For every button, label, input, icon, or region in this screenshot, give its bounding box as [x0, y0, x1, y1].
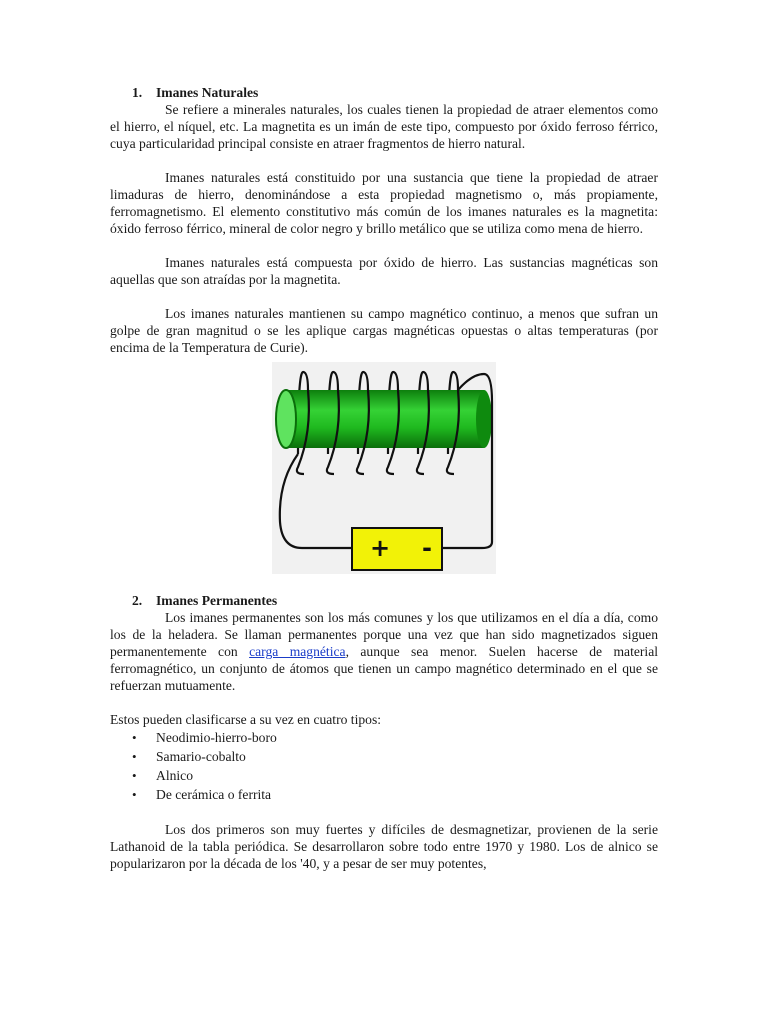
magnet-types-list	[110, 728, 658, 804]
paragraph: Imanes naturales está constituido por una sustancia que tiene la propiedad de atraer limaduras de hierro, denominándose a esta propiedad magnetismo o, más propiamente, ferromagnetismo. El elemento constitutivo más común de los imanes naturales es la magnetita: óxido ferroso férrico, mineral de color negro y brillo metálico que se utiliza como mena de hierro.	[110, 170, 658, 236]
bullet-icon: •	[132, 787, 137, 802]
section-heading-imanes-naturales	[110, 84, 658, 101]
section-title: Imanes Naturales	[156, 85, 259, 100]
electromagnet-diagram	[272, 362, 496, 574]
section-heading-imanes-permanentes	[110, 592, 658, 609]
section-number: 2.	[132, 593, 143, 608]
core-cylinder	[286, 390, 484, 448]
list-item: • De cerámica o ferrita	[132, 787, 272, 802]
paragraph: Los imanes naturales mantienen su campo magnético continuo, a menos que sufran un golpe de gran magnitud o se les aplique cargas magnéticas opuestas o altas temperaturas (por encima de la Temperatura de Curie).	[110, 306, 658, 355]
electromagnet-figure	[110, 362, 658, 592]
document-page	[110, 84, 658, 872]
bullet-icon: •	[132, 768, 137, 783]
section-number: 1.	[132, 85, 143, 100]
list-item: • Alnico	[132, 768, 193, 783]
paragraph: Imanes naturales está compuesta por óxido de hierro. Las sustancias magnéticas son aquellas que son atraídas por la magnetita.	[110, 255, 658, 287]
bullet-icon: •	[132, 730, 137, 745]
core-end-left	[276, 390, 296, 448]
core-end-right	[476, 390, 492, 448]
battery-plus-label: +	[370, 534, 391, 562]
paragraph	[110, 609, 658, 694]
section-title: Imanes Permanentes	[156, 593, 278, 608]
battery-minus-label: -	[422, 534, 432, 562]
carga-magnetica-link[interactable]: carga magnética	[249, 644, 346, 659]
bullet-icon: •	[132, 749, 137, 764]
paragraph: Se refiere a minerales naturales, los cuales tienen la propiedad de atraer elementos como el hierro, el níquel, etc. La magnetita es un imán de este tipo, compuesto por óxido ferroso férrico, cuya particularidad principal consiste en atraer fragmentos de hierro natural.	[110, 102, 658, 151]
paragraph: Los dos primeros son muy fuertes y difíciles de desmagnetizar, provienen de la serie Lathanoid de la tabla periódica. Se desarrollaron sobre todo entre 1970 y 1980. Los de alnico se popularizaron por la década de los '40, y a pesar de ser muy potentes,	[110, 822, 658, 871]
list-item: • Neodimio-hierro-boro	[132, 730, 277, 745]
list-item: • Samario-cobalto	[132, 749, 246, 764]
list-intro: Estos pueden clasificarse a su vez en cuatro tipos:	[110, 712, 382, 727]
paragraph-text: , aunque sea menor. Suelen hacerse de material ferromagnético, un conjunto de átomos que tienen un campo magnético determinado en el que se refuerzan mutuamente.	[110, 644, 658, 693]
paragraph-text: Los imanes permanentes son los más comunes y los que utilizamos en el día a día, como los de la heladera. Se llaman permanentes porque una vez que han sido magnetizados siguen permanentemente con	[110, 610, 658, 659]
